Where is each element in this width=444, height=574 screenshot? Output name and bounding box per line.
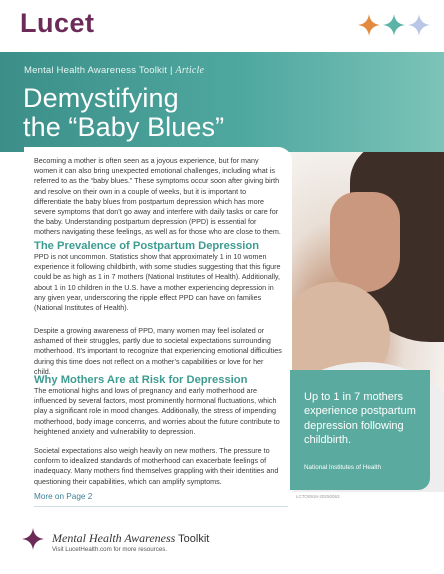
more-on-page-2-link[interactable]: More on Page 2 xyxy=(34,492,93,501)
kicker-type: Article xyxy=(175,65,205,76)
kicker-separator: | xyxy=(170,65,173,76)
lucet-logo: Lucet xyxy=(20,8,95,38)
more-link-divider xyxy=(34,506,288,507)
kicker-toolkit: Mental Health Awareness Toolkit xyxy=(24,65,168,76)
stat-source: National Institutes of Health xyxy=(304,464,382,471)
title-line-2: the “Baby Blues” xyxy=(23,112,225,142)
prevalence-paragraph-2: Despite a growing awareness of PPD, many women may feel isolated or ashamed of their struggles, partly due to societal expectations surrounding motherhood. It’s important to recognize that experiencing emotional difficulties during this time does not reflect on a mother’s capabilities or love for her child. xyxy=(34,326,282,376)
risk-paragraph-2: Societal expectations also weigh heavily on new mothers. The pressure to conform to idealized standards of motherhood can exacerbate feelings of inadequacy. Many mothers find themselves grappling with their identities and questioning their capabilities, which can amplify symptoms. xyxy=(34,446,279,486)
risk-paragraph-1: The emotional highs and lows of pregnancy and early motherhood are influenced by several factors, most prominently hormonal fluctuations, which play a significant role in mood changes. Additionally, the stress of impending motherhood, body image concerns, and worries about the future contribute to heightened anxiety and vulnerability to depression. xyxy=(34,386,280,436)
stat-text: Up to 1 in 7 mothers experience postpartum depression following childbirth. xyxy=(304,391,416,446)
footer-title-italic: Mental Health Awareness xyxy=(52,531,176,545)
teal-star-icon xyxy=(383,14,405,36)
hero-banner xyxy=(0,52,444,152)
intro-paragraph: Becoming a mother is often seen as a joyous experience, but for many women it can also bring unexpected emotional challenges, including what is referred to as the “baby blues.” These symptoms occur soon after giving birth and resolve on their own in a couple of weeks, but it is important to differentiate the baby blues from postpartum depression which has more severe symptoms that don’t go away and interfere with daily tasks or care for the baby. Understanding postpartum depression (PPD) is essential for mothers navigating these feelings, as well as for those who are close to them. xyxy=(34,156,281,237)
footer-title xyxy=(52,531,209,546)
decorative-stars xyxy=(358,14,430,36)
photo-face-shape xyxy=(330,192,400,292)
orange-star-icon xyxy=(358,14,380,36)
photo-credit: LCTO0916-20250063 xyxy=(296,494,340,499)
title-line-1: Demystifying xyxy=(23,83,179,113)
header-bar xyxy=(0,0,444,52)
stat-callout xyxy=(290,370,430,490)
section-heading-risk: Why Mothers Are at Risk for Depression xyxy=(34,374,248,386)
section-heading-prevalence: The Prevalence of Postpartum Depression xyxy=(34,240,260,252)
lavender-star-icon xyxy=(408,14,430,36)
footer-star-icon xyxy=(22,528,44,550)
footer-subtitle: Visit LucetHealth.com for more resources. xyxy=(52,546,168,553)
footer-title-regular: Toolkit xyxy=(175,533,210,545)
prevalence-paragraph-1: PPD is not uncommon. Statistics show that approximately 1 in 10 women experience it following childbirth, with some studies suggesting that this figure could be as high as 1 in 7 mothers (National Institutes of Health). Additionally, about 1 in 10 children in the U.S. have a mother experiencing depression in any given year, underscoring the ripple effect PPD can have on families (National Institutes of Health). xyxy=(34,252,281,313)
page-title xyxy=(23,84,224,142)
hero-kicker xyxy=(24,65,204,76)
